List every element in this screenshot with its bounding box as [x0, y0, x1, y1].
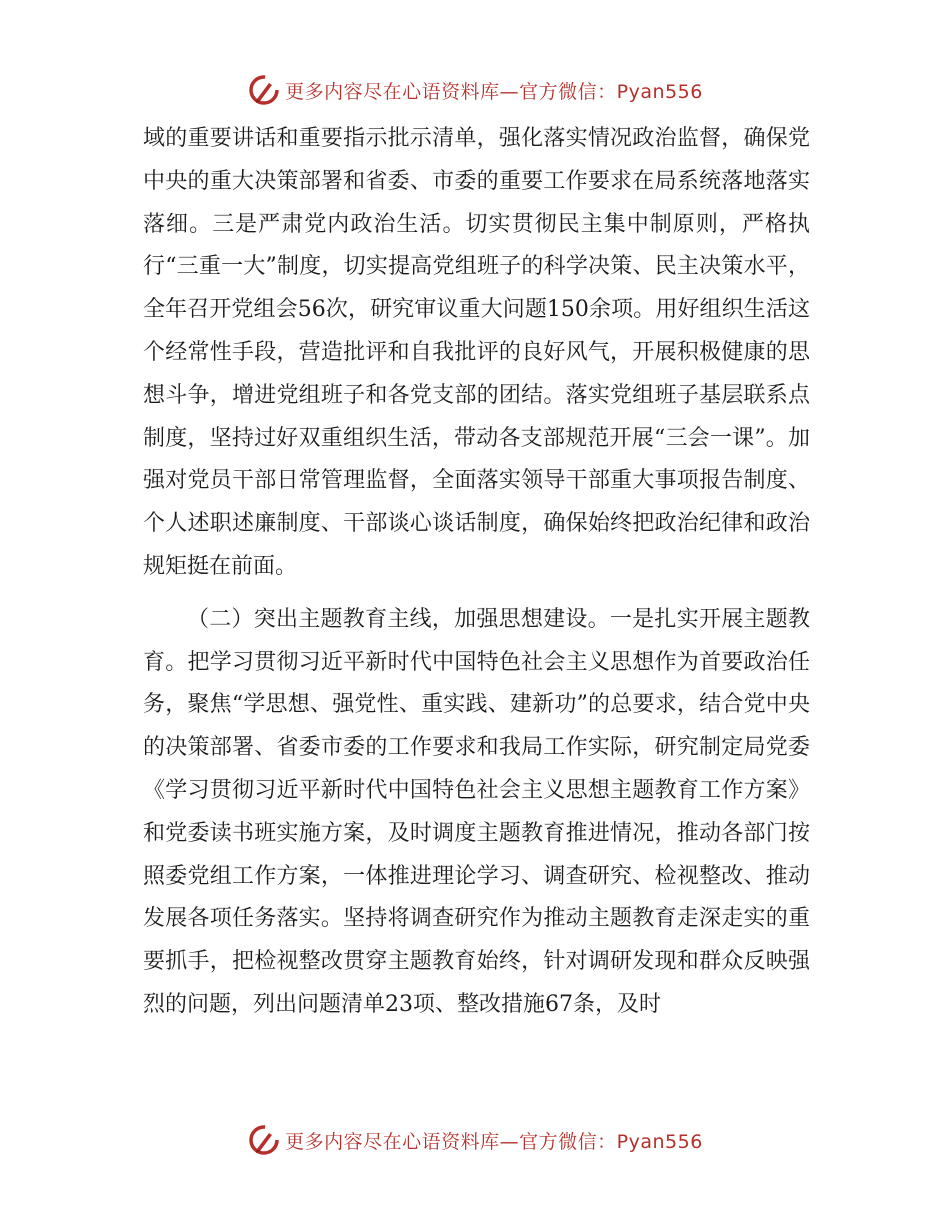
document-body [143, 118, 810, 1027]
footer-banner-text: 更多内容尽在心语资料库—官方微信：Pyan556 [285, 1130, 703, 1153]
pen-logo-icon [247, 1123, 281, 1157]
paragraph-2: （二）突出主题教育主线，加强思想建设。一是扎实开展主题教育。把学习贯彻习近平新时代中国特色社会主义思想作为首要政治任务，聚焦“学思想、强党性、重实践、建新功”的总要求，结合党中央的决策部署、省委市委的工作要求和我局工作实际，研究制定局党委《学习贯彻习近平新时代中国特色社会主义思想主题教育工作方案》和党委读书班实施方案，及时调度主题教育推进情况，推动各部门按照委党组工作方案，一体推进理论学习、调查研究、检视整改、推动发展各项任务落实。坚持将调查研究作为推动主题教育走深走实的重要抓手，把检视整改贯穿主题教育始终，针对调研发现和群众反映强烈的问题，列出问题清单23项、整改措施67条，及时 [143, 606, 810, 1017]
footer-banner [0, 1120, 950, 1160]
paragraph-1: 域的重要讲话和重要指示批示清单，强化落实情况政治监督，确保党中央的重大决策部署和省委、市委的重要工作要求在局系统落地落实落细。三是严肃党内政治生活。切实贯彻民主集中制原则，严格执行“三重一大”制度，切实提高党组班子的科学决策、民主决策水平，全年召开党组会56次，研究审议重大问题150余项。用好组织生活这个经常性手段，营造批评和自我批评的良好风气，开展积极健康的思想斗争，增进党组班子和各党支部的团结。落实党组班子基层联系点制度，坚持过好双重组织生活，带动各支部规范开展“三会一课”。加强对党员干部日常管理监督，全面落实领导干部重大事项报告制度、个人述职述廉制度、干部谈心谈话制度，确保始终把政治纪律和政治规矩挺在前面。 [143, 126, 810, 579]
header-banner [0, 70, 950, 110]
pen-logo-icon [247, 73, 281, 107]
header-banner-text: 更多内容尽在心语资料库—官方微信：Pyan556 [285, 80, 703, 103]
